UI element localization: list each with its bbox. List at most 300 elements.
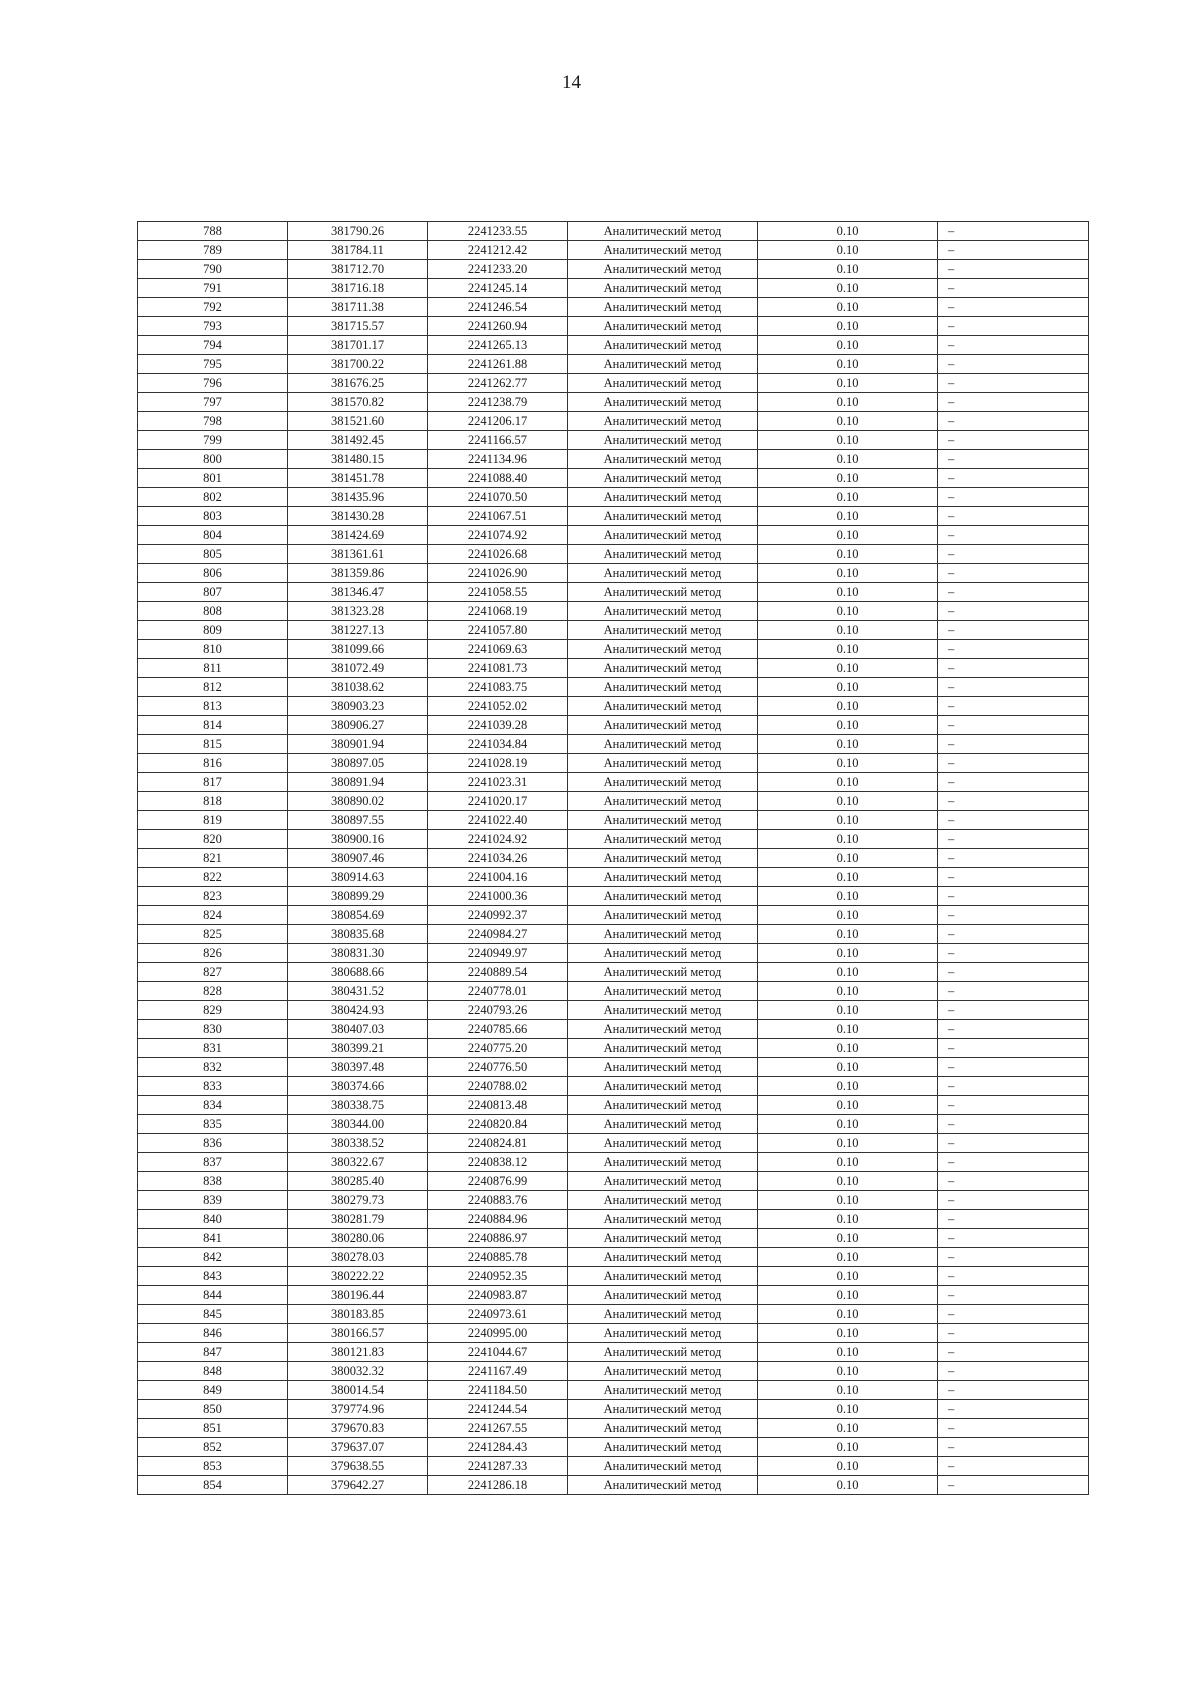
x-coordinate-cell: 380279.73 [288,1191,428,1210]
point-number-cell: 849 [138,1381,288,1400]
method-cell: Аналитический метод [568,374,758,393]
method-cell: Аналитический метод [568,1343,758,1362]
accuracy-cell: 0.10 [758,564,938,583]
point-number-cell: 792 [138,298,288,317]
note-cell: – [938,1172,1089,1191]
x-coordinate-cell: 380032.32 [288,1362,428,1381]
table-row [138,1381,1089,1400]
table-row [138,811,1089,830]
table-row [138,906,1089,925]
x-coordinate-cell: 381430.28 [288,507,428,526]
y-coordinate-cell: 2241083.75 [428,678,568,697]
table-row [138,1001,1089,1020]
accuracy-cell: 0.10 [758,1077,938,1096]
method-cell: Аналитический метод [568,317,758,336]
point-number-cell: 790 [138,260,288,279]
y-coordinate-cell: 2241020.17 [428,792,568,811]
point-number-cell: 814 [138,716,288,735]
accuracy-cell: 0.10 [758,697,938,716]
point-number-cell: 812 [138,678,288,697]
accuracy-cell: 0.10 [758,1476,938,1495]
accuracy-cell: 0.10 [758,1153,938,1172]
y-coordinate-cell: 2240883.76 [428,1191,568,1210]
y-coordinate-cell: 2240995.00 [428,1324,568,1343]
method-cell: Аналитический метод [568,640,758,659]
method-cell: Аналитический метод [568,1001,758,1020]
accuracy-cell: 0.10 [758,1400,938,1419]
method-cell: Аналитический метод [568,1172,758,1191]
accuracy-cell: 0.10 [758,830,938,849]
table-row [138,602,1089,621]
accuracy-cell: 0.10 [758,1191,938,1210]
method-cell: Аналитический метод [568,260,758,279]
table-row [138,279,1089,298]
point-number-cell: 818 [138,792,288,811]
accuracy-cell: 0.10 [758,1457,938,1476]
x-coordinate-cell: 379637.07 [288,1438,428,1457]
x-coordinate-cell: 380196.44 [288,1286,428,1305]
table-row [138,1286,1089,1305]
y-coordinate-cell: 2241070.50 [428,488,568,507]
note-cell: – [938,374,1089,393]
table-row [138,716,1089,735]
y-coordinate-cell: 2241000.36 [428,887,568,906]
point-number-cell: 822 [138,868,288,887]
x-coordinate-cell: 381700.22 [288,355,428,374]
x-coordinate-cell: 379670.83 [288,1419,428,1438]
table-row [138,1134,1089,1153]
point-number-cell: 829 [138,1001,288,1020]
x-coordinate-cell: 380338.75 [288,1096,428,1115]
table-row [138,735,1089,754]
x-coordinate-cell: 380344.00 [288,1115,428,1134]
method-cell: Аналитический метод [568,393,758,412]
method-cell: Аналитический метод [568,1476,758,1495]
method-cell: Аналитический метод [568,887,758,906]
table-row [138,754,1089,773]
y-coordinate-cell: 2241238.79 [428,393,568,412]
y-coordinate-cell: 2241233.20 [428,260,568,279]
y-coordinate-cell: 2240813.48 [428,1096,568,1115]
x-coordinate-cell: 381435.96 [288,488,428,507]
table-row [138,1305,1089,1324]
table-row [138,1115,1089,1134]
method-cell: Аналитический метод [568,830,758,849]
table-row [138,583,1089,602]
x-coordinate-cell: 381492.45 [288,431,428,450]
method-cell: Аналитический метод [568,545,758,564]
table-row [138,982,1089,1001]
point-number-cell: 841 [138,1229,288,1248]
point-number-cell: 811 [138,659,288,678]
method-cell: Аналитический метод [568,1362,758,1381]
table-row [138,1229,1089,1248]
y-coordinate-cell: 2241022.40 [428,811,568,830]
accuracy-cell: 0.10 [758,1438,938,1457]
x-coordinate-cell: 380280.06 [288,1229,428,1248]
method-cell: Аналитический метод [568,1419,758,1438]
y-coordinate-cell: 2241026.68 [428,545,568,564]
y-coordinate-cell: 2241039.28 [428,716,568,735]
accuracy-cell: 0.10 [758,450,938,469]
y-coordinate-cell: 2241246.54 [428,298,568,317]
point-number-cell: 845 [138,1305,288,1324]
method-cell: Аналитический метод [568,526,758,545]
table-row [138,545,1089,564]
x-coordinate-cell: 380281.79 [288,1210,428,1229]
table-row [138,792,1089,811]
x-coordinate-cell: 380854.69 [288,906,428,925]
x-coordinate-cell: 381521.60 [288,412,428,431]
table-row [138,963,1089,982]
accuracy-cell: 0.10 [758,222,938,241]
method-cell: Аналитический метод [568,412,758,431]
note-cell: – [938,355,1089,374]
x-coordinate-cell: 379774.96 [288,1400,428,1419]
y-coordinate-cell: 2240885.78 [428,1248,568,1267]
note-cell: – [938,944,1089,963]
note-cell: – [938,925,1089,944]
note-cell: – [938,906,1089,925]
accuracy-cell: 0.10 [758,811,938,830]
y-coordinate-cell: 2241267.55 [428,1419,568,1438]
note-cell: – [938,659,1089,678]
note-cell: – [938,830,1089,849]
point-number-cell: 837 [138,1153,288,1172]
table-row [138,564,1089,583]
method-cell: Аналитический метод [568,1400,758,1419]
note-cell: – [938,1134,1089,1153]
point-number-cell: 821 [138,849,288,868]
y-coordinate-cell: 2240884.96 [428,1210,568,1229]
accuracy-cell: 0.10 [758,431,938,450]
note-cell: – [938,1419,1089,1438]
note-cell: – [938,1343,1089,1362]
table-row [138,526,1089,545]
point-number-cell: 825 [138,925,288,944]
note-cell: – [938,982,1089,1001]
point-number-cell: 835 [138,1115,288,1134]
method-cell: Аналитический метод [568,1020,758,1039]
y-coordinate-cell: 2241028.19 [428,754,568,773]
method-cell: Аналитический метод [568,982,758,1001]
x-coordinate-cell: 380399.21 [288,1039,428,1058]
accuracy-cell: 0.10 [758,1305,938,1324]
note-cell: – [938,393,1089,412]
accuracy-cell: 0.10 [758,621,938,640]
point-number-cell: 847 [138,1343,288,1362]
point-number-cell: 824 [138,906,288,925]
note-cell: – [938,1058,1089,1077]
table-row [138,298,1089,317]
y-coordinate-cell: 2241023.31 [428,773,568,792]
y-coordinate-cell: 2241004.16 [428,868,568,887]
table-row [138,1058,1089,1077]
x-coordinate-cell: 379642.27 [288,1476,428,1495]
x-coordinate-cell: 381359.86 [288,564,428,583]
x-coordinate-cell: 380831.30 [288,944,428,963]
method-cell: Аналитический метод [568,1229,758,1248]
point-number-cell: 802 [138,488,288,507]
point-number-cell: 815 [138,735,288,754]
y-coordinate-cell: 2241284.43 [428,1438,568,1457]
point-number-cell: 854 [138,1476,288,1495]
method-cell: Аналитический метод [568,754,758,773]
table-row [138,925,1089,944]
x-coordinate-cell: 381072.49 [288,659,428,678]
y-coordinate-cell: 2240778.01 [428,982,568,1001]
y-coordinate-cell: 2241074.92 [428,526,568,545]
accuracy-cell: 0.10 [758,925,938,944]
point-number-cell: 800 [138,450,288,469]
y-coordinate-cell: 2241034.26 [428,849,568,868]
y-coordinate-cell: 2241134.96 [428,450,568,469]
table-row [138,849,1089,868]
x-coordinate-cell: 381038.62 [288,678,428,697]
table-row [138,1077,1089,1096]
y-coordinate-cell: 2241081.73 [428,659,568,678]
method-cell: Аналитический метод [568,279,758,298]
note-cell: – [938,1153,1089,1172]
y-coordinate-cell: 2240952.35 [428,1267,568,1286]
note-cell: – [938,1476,1089,1495]
table-row [138,697,1089,716]
point-number-cell: 836 [138,1134,288,1153]
note-cell: – [938,754,1089,773]
y-coordinate-cell: 2241206.17 [428,412,568,431]
note-cell: – [938,564,1089,583]
y-coordinate-cell: 2241262.77 [428,374,568,393]
point-number-cell: 827 [138,963,288,982]
note-cell: – [938,1001,1089,1020]
point-number-cell: 842 [138,1248,288,1267]
point-number-cell: 789 [138,241,288,260]
table-row [138,374,1089,393]
note-cell: – [938,222,1089,241]
accuracy-cell: 0.10 [758,374,938,393]
note-cell: – [938,716,1089,735]
accuracy-cell: 0.10 [758,1362,938,1381]
accuracy-cell: 0.10 [758,659,938,678]
table-row [138,507,1089,526]
method-cell: Аналитический метод [568,678,758,697]
accuracy-cell: 0.10 [758,507,938,526]
table-row [138,1267,1089,1286]
accuracy-cell: 0.10 [758,963,938,982]
table-row [138,1476,1089,1495]
x-coordinate-cell: 380407.03 [288,1020,428,1039]
table-row [138,1324,1089,1343]
x-coordinate-cell: 381346.47 [288,583,428,602]
note-cell: – [938,963,1089,982]
accuracy-cell: 0.10 [758,336,938,355]
point-number-cell: 843 [138,1267,288,1286]
note-cell: – [938,735,1089,754]
x-coordinate-cell: 381676.25 [288,374,428,393]
method-cell: Аналитический метод [568,431,758,450]
note-cell: – [938,1096,1089,1115]
method-cell: Аналитический метод [568,1305,758,1324]
note-cell: – [938,1210,1089,1229]
point-number-cell: 819 [138,811,288,830]
y-coordinate-cell: 2240775.20 [428,1039,568,1058]
point-number-cell: 848 [138,1362,288,1381]
accuracy-cell: 0.10 [758,317,938,336]
method-cell: Аналитический метод [568,469,758,488]
accuracy-cell: 0.10 [758,1381,938,1400]
point-number-cell: 808 [138,602,288,621]
accuracy-cell: 0.10 [758,412,938,431]
note-cell: – [938,621,1089,640]
point-number-cell: 830 [138,1020,288,1039]
y-coordinate-cell: 2241068.19 [428,602,568,621]
accuracy-cell: 0.10 [758,754,938,773]
table-row [138,621,1089,640]
table-row [138,1039,1089,1058]
accuracy-cell: 0.10 [758,1096,938,1115]
point-number-cell: 823 [138,887,288,906]
method-cell: Аналитический метод [568,241,758,260]
accuracy-cell: 0.10 [758,1267,938,1286]
note-cell: – [938,488,1089,507]
y-coordinate-cell: 2240992.37 [428,906,568,925]
table-row [138,469,1089,488]
table-row [138,260,1089,279]
table-row [138,868,1089,887]
method-cell: Аналитический метод [568,963,758,982]
x-coordinate-cell: 381715.57 [288,317,428,336]
table-row [138,1210,1089,1229]
point-number-cell: 844 [138,1286,288,1305]
note-cell: – [938,1267,1089,1286]
point-number-cell: 810 [138,640,288,659]
note-cell: – [938,1400,1089,1419]
note-cell: – [938,678,1089,697]
method-cell: Аналитический метод [568,925,758,944]
point-number-cell: 853 [138,1457,288,1476]
y-coordinate-cell: 2240824.81 [428,1134,568,1153]
note-cell: – [938,1305,1089,1324]
note-cell: – [938,1457,1089,1476]
point-number-cell: 820 [138,830,288,849]
method-cell: Аналитический метод [568,773,758,792]
table-row [138,1343,1089,1362]
x-coordinate-cell: 381424.69 [288,526,428,545]
x-coordinate-cell: 380322.67 [288,1153,428,1172]
method-cell: Аналитический метод [568,1267,758,1286]
note-cell: – [938,298,1089,317]
point-number-cell: 801 [138,469,288,488]
method-cell: Аналитический метод [568,697,758,716]
accuracy-cell: 0.10 [758,792,938,811]
method-cell: Аналитический метод [568,602,758,621]
y-coordinate-cell: 2241244.54 [428,1400,568,1419]
x-coordinate-cell: 380121.83 [288,1343,428,1362]
method-cell: Аналитический метод [568,298,758,317]
note-cell: – [938,1229,1089,1248]
method-cell: Аналитический метод [568,849,758,868]
note-cell: – [938,507,1089,526]
x-coordinate-cell: 380183.85 [288,1305,428,1324]
point-number-cell: 791 [138,279,288,298]
method-cell: Аналитический метод [568,659,758,678]
accuracy-cell: 0.10 [758,488,938,507]
note-cell: – [938,412,1089,431]
y-coordinate-cell: 2241069.63 [428,640,568,659]
point-number-cell: 788 [138,222,288,241]
accuracy-cell: 0.10 [758,279,938,298]
method-cell: Аналитический метод [568,1248,758,1267]
y-coordinate-cell: 2240785.66 [428,1020,568,1039]
note-cell: – [938,697,1089,716]
accuracy-cell: 0.10 [758,868,938,887]
x-coordinate-cell: 380688.66 [288,963,428,982]
x-coordinate-cell: 379638.55 [288,1457,428,1476]
note-cell: – [938,1438,1089,1457]
point-number-cell: 852 [138,1438,288,1457]
y-coordinate-cell: 2241044.67 [428,1343,568,1362]
y-coordinate-cell: 2241052.02 [428,697,568,716]
page-number: 14 [562,72,581,93]
accuracy-cell: 0.10 [758,1001,938,1020]
x-coordinate-cell: 381227.13 [288,621,428,640]
y-coordinate-cell: 2241167.49 [428,1362,568,1381]
accuracy-cell: 0.10 [758,849,938,868]
note-cell: – [938,545,1089,564]
accuracy-cell: 0.10 [758,1115,938,1134]
x-coordinate-cell: 380897.55 [288,811,428,830]
note-cell: – [938,1248,1089,1267]
table-row [138,412,1089,431]
y-coordinate-cell: 2241245.14 [428,279,568,298]
table-row [138,355,1089,374]
note-cell: – [938,1324,1089,1343]
method-cell: Аналитический метод [568,355,758,374]
point-number-cell: 807 [138,583,288,602]
x-coordinate-cell: 380014.54 [288,1381,428,1400]
point-number-cell: 828 [138,982,288,1001]
table-row [138,1096,1089,1115]
accuracy-cell: 0.10 [758,298,938,317]
accuracy-cell: 0.10 [758,545,938,564]
accuracy-cell: 0.10 [758,906,938,925]
method-cell: Аналитический метод [568,583,758,602]
note-cell: – [938,773,1089,792]
method-cell: Аналитический метод [568,621,758,640]
point-number-cell: 839 [138,1191,288,1210]
point-number-cell: 797 [138,393,288,412]
x-coordinate-cell: 380424.93 [288,1001,428,1020]
point-number-cell: 809 [138,621,288,640]
note-cell: – [938,1039,1089,1058]
note-cell: – [938,583,1089,602]
x-coordinate-cell: 380835.68 [288,925,428,944]
method-cell: Аналитический метод [568,735,758,754]
note-cell: – [938,336,1089,355]
table-row [138,887,1089,906]
accuracy-cell: 0.10 [758,1058,938,1077]
accuracy-cell: 0.10 [758,1039,938,1058]
note-cell: – [938,431,1089,450]
note-cell: – [938,849,1089,868]
note-cell: – [938,1381,1089,1400]
accuracy-cell: 0.10 [758,716,938,735]
method-cell: Аналитический метод [568,1381,758,1400]
method-cell: Аналитический метод [568,1457,758,1476]
accuracy-cell: 0.10 [758,1324,938,1343]
table-row [138,678,1089,697]
x-coordinate-cell: 380897.05 [288,754,428,773]
